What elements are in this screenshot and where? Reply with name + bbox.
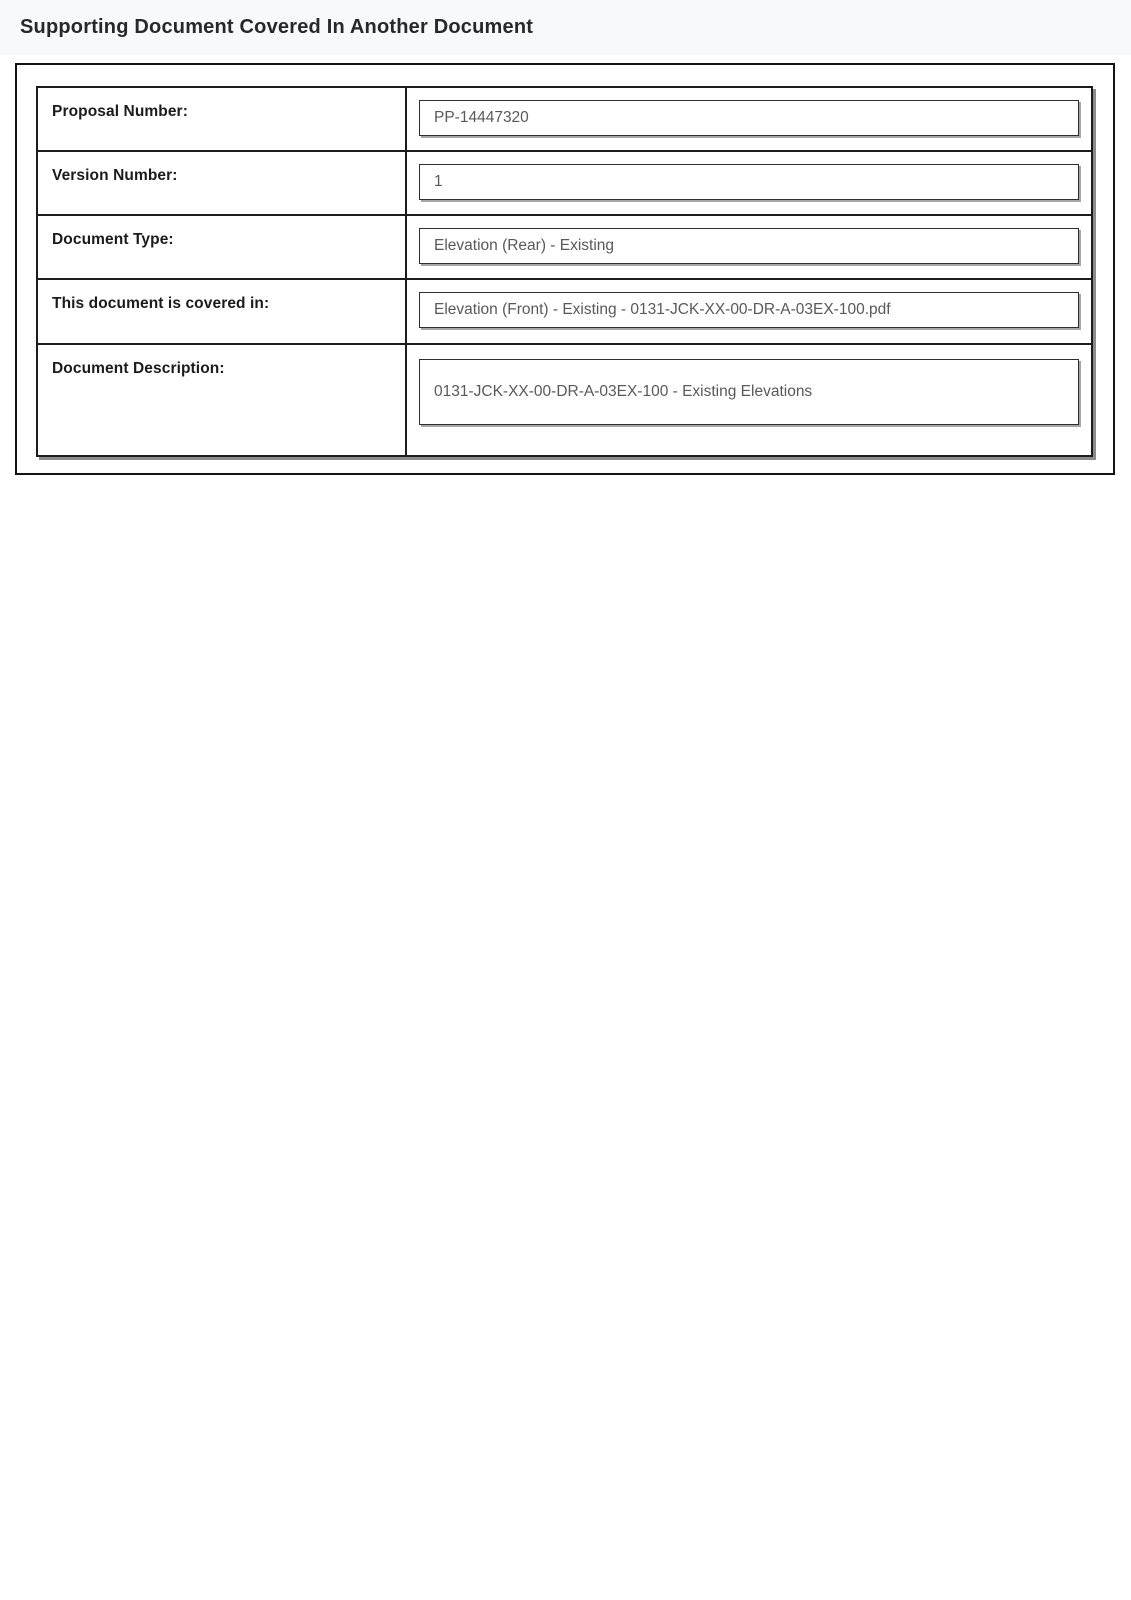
covered-in-label-cell: [38, 280, 407, 343]
document-description-row: [38, 345, 1091, 455]
proposal-number-field[interactable]: PP-14447320: [419, 100, 1079, 136]
version-number-label: Version Number:: [52, 167, 178, 184]
document-type-label: Document Type:: [52, 231, 174, 248]
covered-in-row: [38, 280, 1091, 345]
version-number-label-cell: [38, 152, 407, 214]
proposal-number-label: Proposal Number:: [52, 103, 188, 120]
document-description-label-cell: [38, 345, 407, 455]
document-type-label-cell: [38, 216, 407, 278]
page-title: Supporting Document Covered In Another Document: [20, 16, 534, 38]
document-panel: [15, 63, 1115, 475]
document-type-field[interactable]: Elevation (Rear) - Existing: [419, 228, 1079, 264]
proposal-number-value-cell: [407, 88, 1091, 150]
document-description-field[interactable]: 0131-JCK-XX-00-DR-A-03EX-100 - Existing Elevations: [419, 359, 1079, 425]
document-type-value-cell: [407, 216, 1091, 278]
version-number-value-cell: [407, 152, 1091, 214]
fields-table: [36, 86, 1093, 457]
covered-in-value-cell: [407, 280, 1091, 343]
document-description-label: Document Description:: [52, 360, 225, 377]
document-type-row: [38, 216, 1091, 280]
covered-in-label: This document is covered in:: [52, 295, 270, 312]
covered-in-field[interactable]: Elevation (Front) - Existing - 0131-JCK-XX-00-DR-A-03EX-100.pdf: [419, 292, 1079, 328]
proposal-number-row: [38, 88, 1091, 152]
document-description-value-cell: [407, 345, 1091, 455]
proposal-number-label-cell: [38, 88, 407, 150]
version-number-field[interactable]: 1: [419, 164, 1079, 200]
version-number-row: [38, 152, 1091, 216]
page-header: [0, 0, 1131, 55]
